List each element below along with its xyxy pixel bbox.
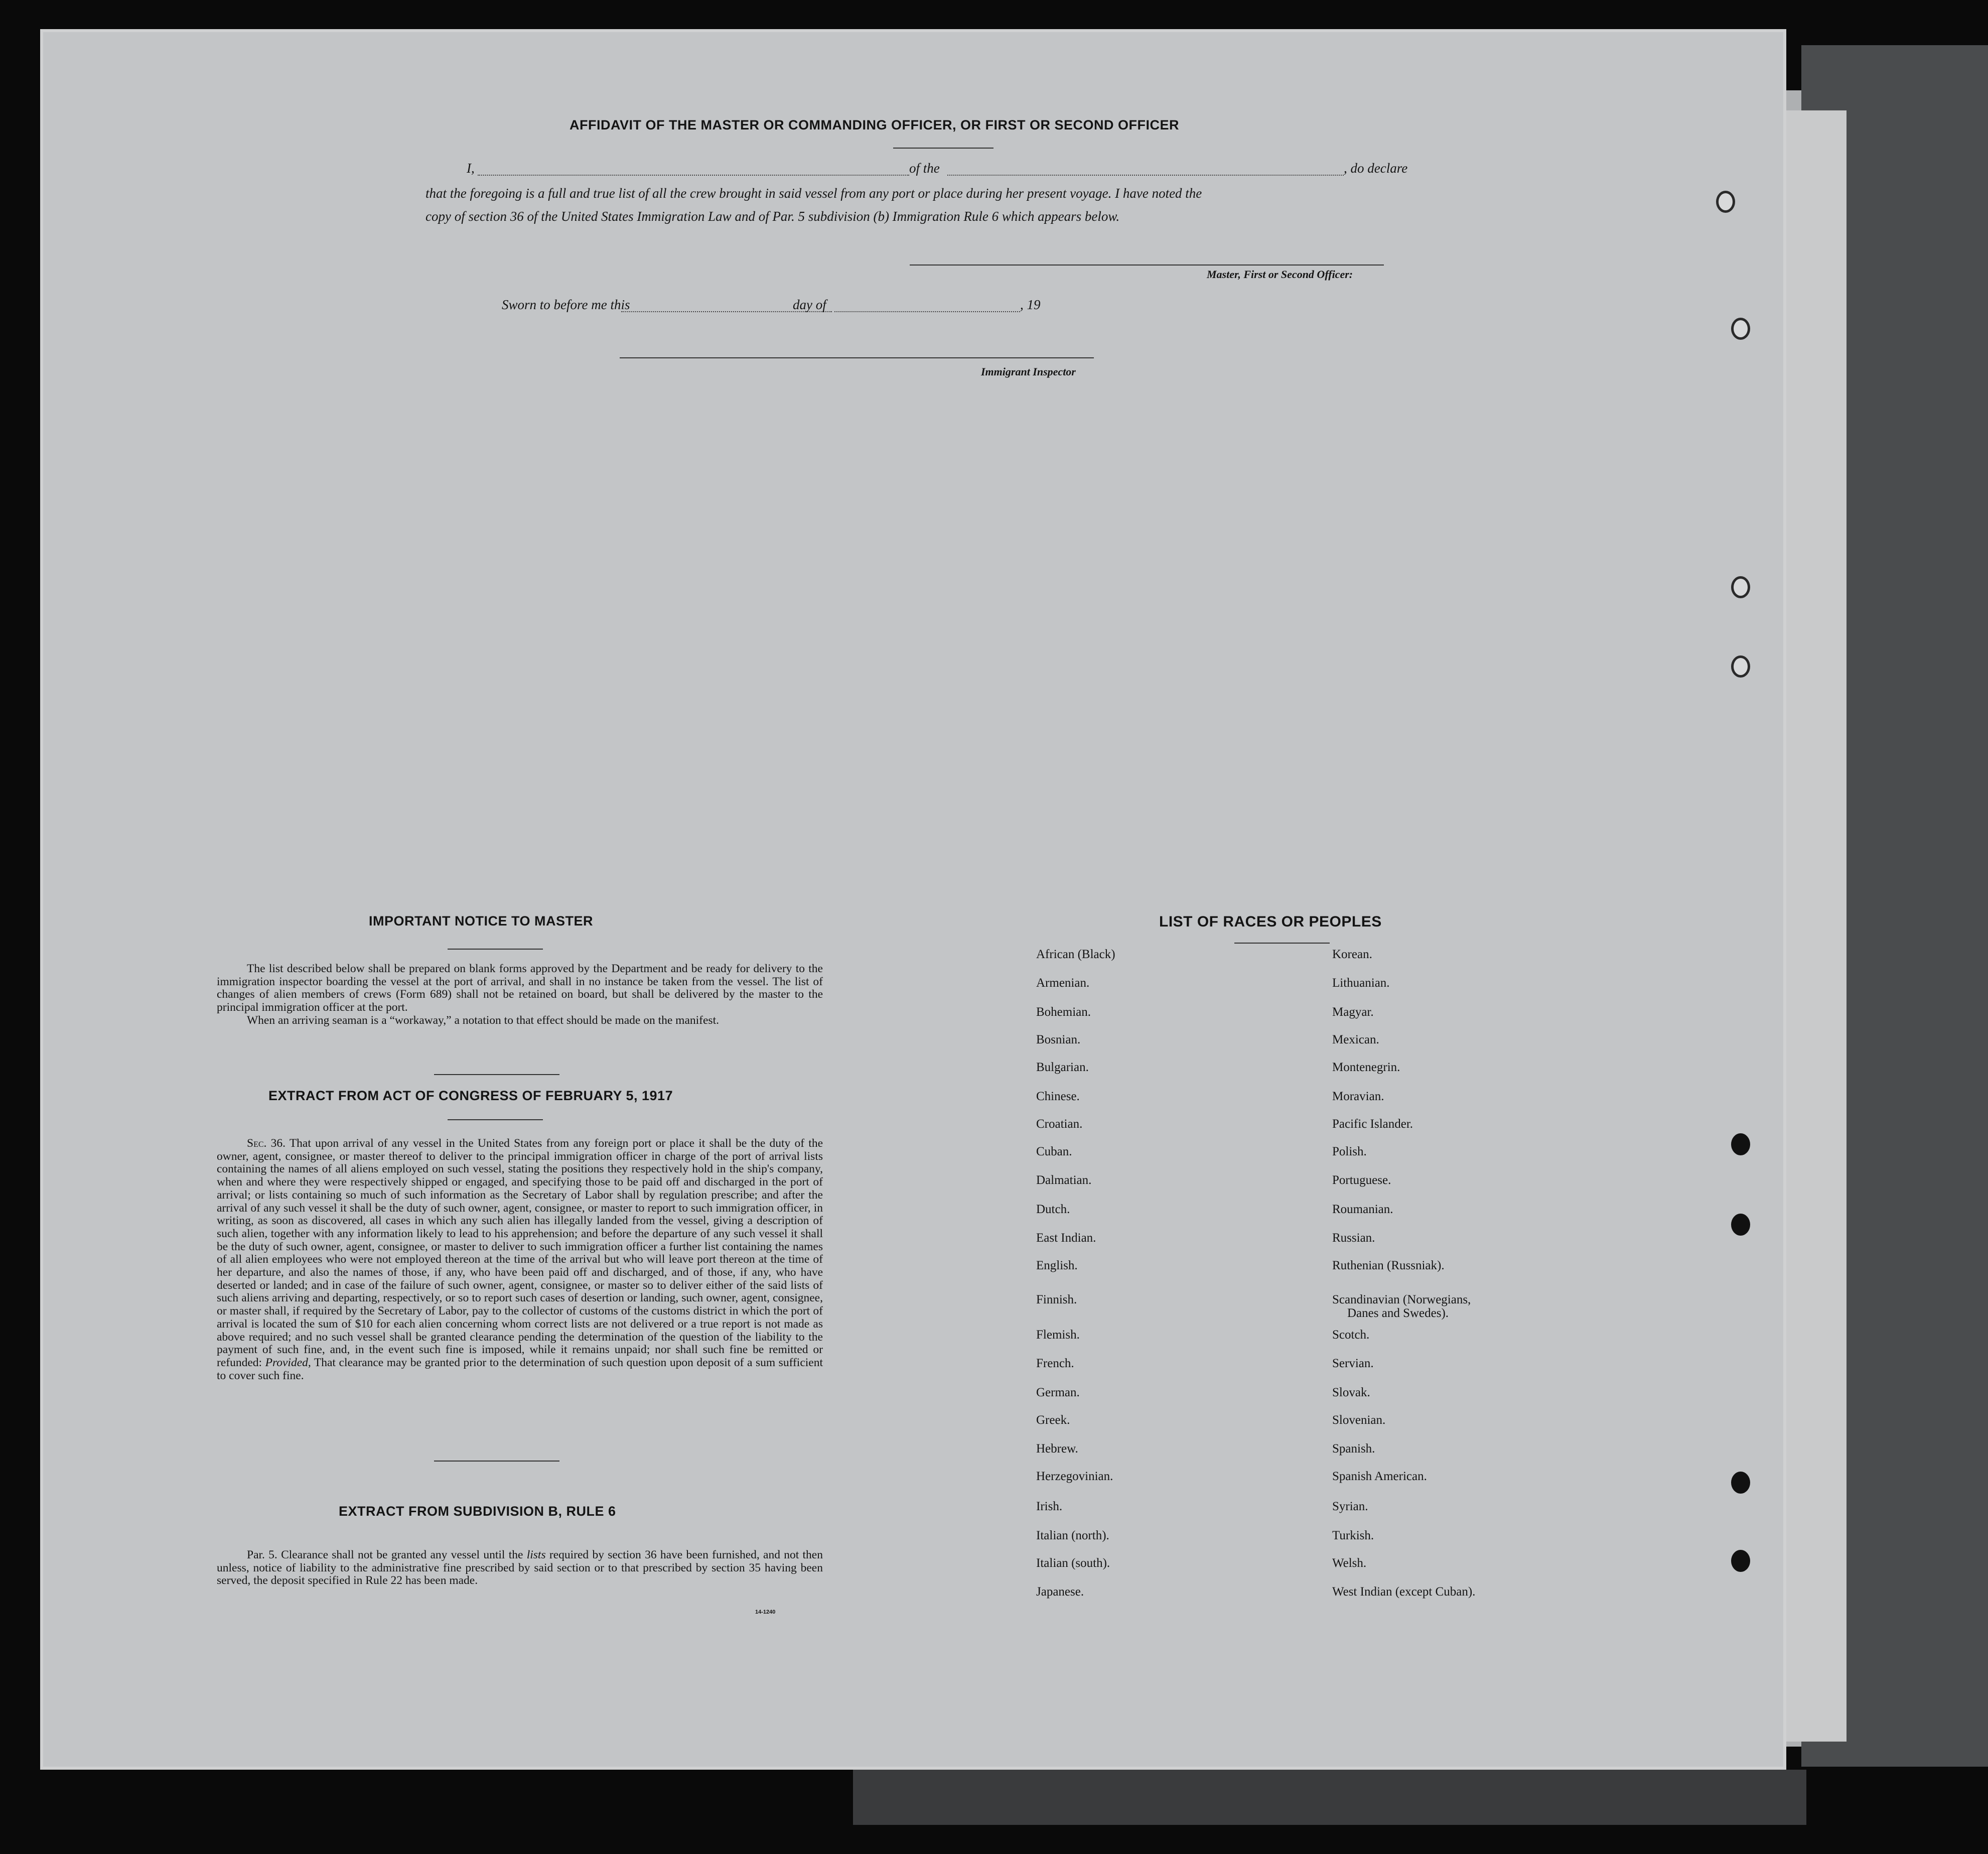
race-item: Croatian. [1036,1117,1083,1131]
race-item: Russian. [1332,1231,1375,1245]
name-blank [478,175,909,176]
important-notice-rule [448,949,543,950]
race-item: Moravian. [1332,1090,1384,1103]
punch-hole [1731,1214,1750,1236]
race-item: Cuban. [1036,1145,1072,1158]
race-item: Scotch. [1332,1328,1370,1342]
race-item: Roumanian. [1332,1203,1393,1216]
race-item: Spanish. [1332,1442,1375,1455]
race-item: Welsh. [1332,1556,1367,1570]
punch-hole [1731,1472,1750,1494]
form-code: 14-1240 [755,1609,776,1615]
master-signature-caption: Master, First or Second Officer: [1207,268,1353,281]
race-item: Slovak. [1332,1386,1370,1399]
race-item: Turkish. [1332,1529,1374,1542]
race-item: Polish. [1332,1145,1367,1158]
race-item: Greek. [1036,1413,1070,1427]
extract-act-text-end: That clearance may be granted prior to the determination of such question upon deposit of a sum sufficient to cover such fine. [217,1356,823,1382]
race-item: Ruthenian (Russniak). [1332,1259,1445,1272]
extract-rule-title: EXTRACT FROM SUBDIVISION B, RULE 6 [339,1504,616,1519]
races-title: LIST OF RACES OR PEOPLES [1159,913,1382,930]
race-item: Syrian. [1332,1500,1368,1513]
inspector-caption: Immigrant Inspector [981,365,1076,378]
race-item: Lithuanian. [1332,976,1390,990]
race-item: Mexican. [1332,1033,1379,1046]
affidavit-line-2: that the foregoing is a full and true list of all the crew brought in said vessel from any port or place during her present voyage. I have noted the [425,186,1202,201]
sworn-prefix: Sworn to before me this [502,297,630,312]
race-item: African (Black) [1036,948,1115,961]
race-item: Flemish. [1036,1328,1080,1342]
extract-rule-text-a: Par. 5. Clearance shall not be granted any vessel until the [247,1548,527,1561]
race-item-continuation: Danes and Swedes). [1347,1306,1449,1320]
race-item: Servian. [1332,1357,1374,1370]
document-page [40,29,1786,1770]
important-notice-para-1: The list described below shall be prepared on blank forms approved by the Department and be ready for delivery to the immigration inspector boarding the vessel at the port of arrival, and shall in no instance be taken from the vessel. The list of changes of alien members of crews (Form 689) shall not be retained on board, but shall be delivered by the master to the principal immigration officer at the port. [217,962,823,1014]
inspector-signature-line [620,357,1094,358]
race-item: Dalmatian. [1036,1173,1092,1187]
race-item: Portuguese. [1332,1173,1391,1187]
extract-act-title: EXTRACT FROM ACT OF CONGRESS OF FEBRUARY 5, 1917 [268,1088,673,1103]
extract-rule-text-b: required by section 36 have been furnished, and not then unless, notice of liability to the administrative fine prescribed by said section or to that prescribed by section 35 having been served, the deposit specified in Rule 22 has been made. [217,1548,823,1587]
punch-hole [1731,576,1750,598]
punch-hole [1716,191,1735,213]
extract-rule-body [217,1549,823,1587]
vessel-blank [947,175,1344,176]
races-title-rule [1234,943,1330,944]
race-item: Montenegrin. [1332,1061,1400,1074]
section-label: Sec. 36. [247,1137,286,1150]
torn-sheet-bottom [853,1770,1806,1825]
race-item: Chinese. [1036,1090,1080,1103]
affidavit-i: I, [467,161,475,176]
race-item: Finnish. [1036,1293,1077,1306]
race-item: Pacific Islander. [1332,1117,1413,1131]
race-item: Magyar. [1332,1005,1374,1019]
affidavit-of-the: of the [909,161,940,176]
race-item: Bohemian. [1036,1005,1091,1019]
lists-word: lists [526,1548,546,1561]
affidavit-line-3: copy of section 36 of the United States Immigration Law and of Par. 5 subdivision (b) Immigration Rule 6 which appears below. [425,209,1120,224]
race-item: French. [1036,1357,1074,1370]
race-item: Korean. [1332,948,1372,961]
extract-divider [434,1461,559,1462]
punch-hole [1731,1550,1750,1572]
punch-hole [1731,1133,1750,1155]
race-item: Dutch. [1036,1203,1070,1216]
punch-hole [1731,655,1750,678]
affidavit-title: AFFIDAVIT OF THE MASTER OR COMMANDING OFFICER, OR FIRST OR SECOND OFFICER [570,117,1179,133]
race-item: Bulgarian. [1036,1061,1089,1074]
race-item: Italian (north). [1036,1529,1109,1542]
race-item: Armenian. [1036,976,1090,990]
race-item: Bosnian. [1036,1033,1081,1046]
affidavit-do-declare: , do declare [1344,161,1408,176]
race-item: Slovenian. [1332,1413,1386,1427]
punch-hole [1731,318,1750,340]
affidavit-title-rule [893,148,993,149]
backing-sheet-light [1786,110,1847,1742]
race-item: Hebrew. [1036,1442,1078,1455]
extract-act-text: That upon arrival of any vessel in the United States from any foreign port or place it shall be the duty of the owner, agent, consignee, or master thereof to deliver to the principal immigration officer in charge of the port of arrival lists containing the names of all aliens employed on such vessel, stating the positions they respectively hold in the ship's company, when and where they were respectively shipped or engaged, and specifying those to be paid off and discharged in the port of arrival; or lists containing so much of such information as the Secretary of Labor shall by regulation prescribe; and after the arrival of any such vessel it shall be the duty of such owner, agent, consignee, or master to report to such immigration officer, in writing, as soon as discovered, all cases in which any such alien has illegally landed from the vessel, giving a description of such alien, together with any information likely to lead to his apprehension; and before the departure of any such vessel it shall be the duty of such owner, agent, consignee, or master to deliver to such immigration officer a further list containing the names of all alien employees who were not employed thereon at the time of the arrival but who will leave port thereon at the time of her departure, and also the names of those, if any, who have been paid off and discharged, and of those, if any, who have deserted or landed; and in case of the failure of such owner, agent, consignee, or master so to deliver either of the said lists of such aliens arriving and departing, respectively, or so to report such cases of desertion or landing, such owner, agent, consignee, or master shall, if required by the Secretary of Labor, pay to the collector of customs of the customs district in which the port of arrival is located the sum of $10 for each alien concerning whom correct lists are not delivered or a true report is not made as above required; and no such vessel shall be granted clearance pending the determination of the question of the liability to the payment of such fine, and, in the event such fine is imposed, while it remains unpaid; nor shall such fine be remitted or refunded: [217,1137,823,1369]
notice-divider [434,1074,559,1075]
race-item: Italian (south). [1036,1556,1110,1570]
sworn-month-blank [834,311,1020,312]
important-notice-para-2: When an arriving seaman is a “workaway,” a notation to that effect should be made on the manifest. [247,1013,719,1027]
race-item: English. [1036,1259,1078,1272]
race-item: Spanish American. [1332,1470,1427,1483]
extract-act-body [217,1137,823,1382]
sworn-year: , 19 [1020,297,1041,312]
race-item: East Indian. [1036,1231,1096,1245]
extract-act-rule [448,1119,543,1120]
provided-word: Provided, [265,1356,311,1369]
race-item: Scandinavian (Norwegians, [1332,1293,1471,1306]
race-item: Japanese. [1036,1585,1084,1599]
sworn-day-of: day of [793,297,826,312]
race-item: German. [1036,1386,1080,1399]
master-signature-line [910,264,1384,266]
race-item: West Indian (except Cuban). [1332,1585,1476,1599]
important-notice-title: IMPORTANT NOTICE TO MASTER [369,913,593,929]
race-item: Herzegovinian. [1036,1470,1113,1483]
important-notice-body [217,963,823,1027]
race-item: Irish. [1036,1500,1063,1513]
